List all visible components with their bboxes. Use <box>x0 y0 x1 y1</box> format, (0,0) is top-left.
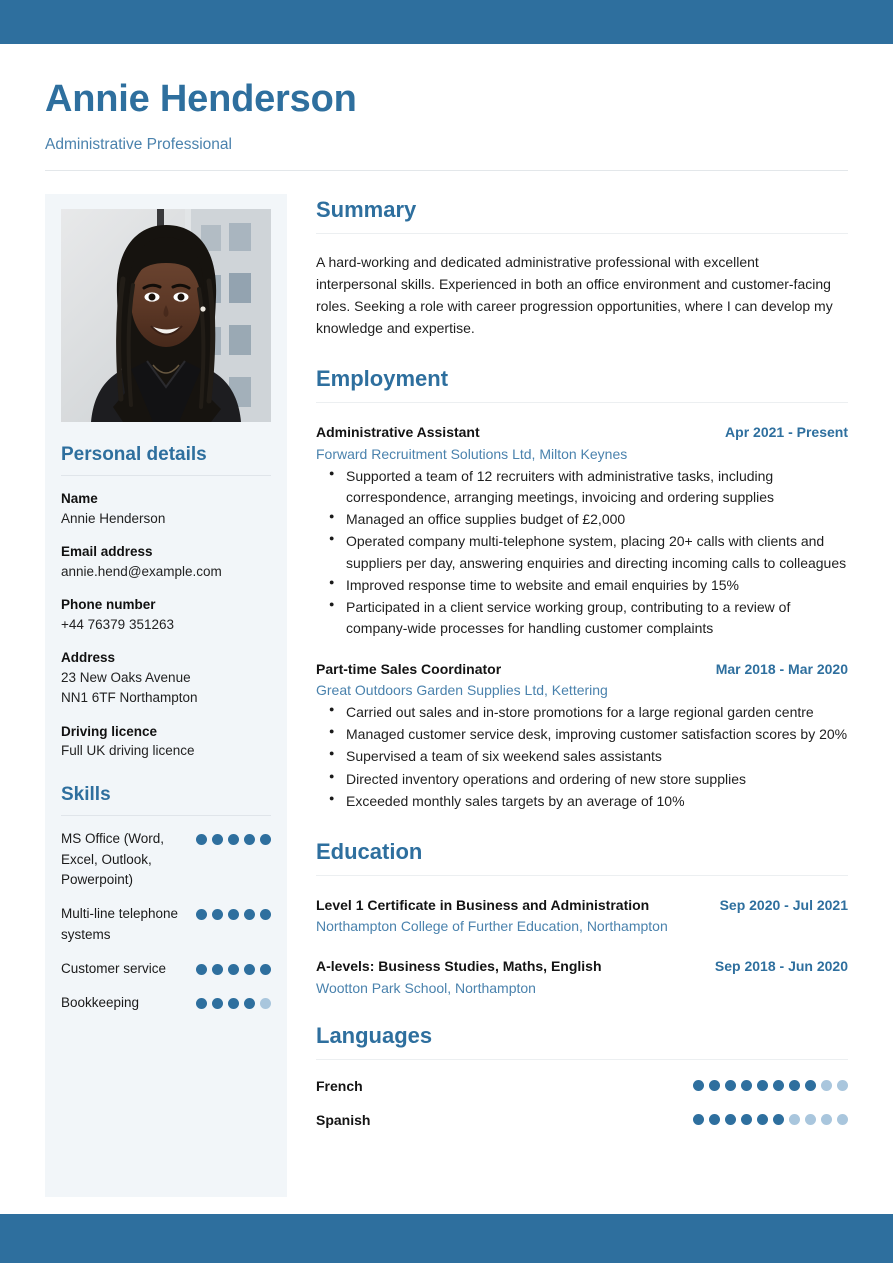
detail-address <box>61 648 271 709</box>
summary-text: A hard-working and dedicated administrative professional with excellent interpersonal skills. Experienced in both an office environment and customer-facing roles. Seeking a role with career progression opportunities, where I can develop my knowledge and expertise. <box>316 253 833 337</box>
rating-dot <box>789 1114 800 1125</box>
language-rating <box>693 1080 848 1091</box>
language-name: Spanish <box>316 1111 371 1128</box>
entry-header <box>316 422 848 442</box>
education-entries <box>316 895 848 999</box>
rating-dot <box>789 1080 800 1091</box>
languages-section <box>316 1023 848 1128</box>
rating-dot <box>244 834 255 845</box>
rating-dot <box>196 964 207 975</box>
detail-email <box>61 542 271 582</box>
bullet-item: ● Managed customer service desk, improving customer satisfaction scores by 20% <box>346 724 848 745</box>
rating-dot <box>260 909 271 920</box>
language-row <box>316 1112 848 1128</box>
skill-rating <box>196 959 271 975</box>
employment-heading: Employment <box>316 366 449 392</box>
entry-title: Administrative Assistant <box>316 424 480 441</box>
sidebar <box>45 194 287 1197</box>
education-divider <box>316 875 848 876</box>
skills-divider <box>61 815 271 816</box>
skill-row <box>61 959 271 980</box>
summary-divider <box>316 233 848 234</box>
bullet-item: ● Exceeded monthly sales targets by an average of 10% <box>346 791 848 812</box>
entry-header <box>316 895 848 915</box>
summary-section <box>316 197 848 339</box>
entry-bullets <box>316 702 848 812</box>
skill-rating <box>196 829 271 845</box>
detail-name <box>61 489 271 529</box>
rating-dot <box>821 1080 832 1091</box>
skill-name: Multi-line telephone systems <box>61 906 179 943</box>
detail-label: Driving licence <box>61 723 158 739</box>
employment-section <box>316 366 848 812</box>
bullet-item: ● Participated in a client service working group, contributing to a review of company-wide processes for handling customer complaints <box>346 597 848 640</box>
entry <box>316 422 848 639</box>
entry-title: A-levels: Business Studies, Maths, English <box>316 958 602 975</box>
rating-dot <box>260 964 271 975</box>
entry-title: Part-time Sales Coordinator <box>316 660 502 677</box>
skills-heading: Skills <box>61 783 111 805</box>
rating-dot <box>693 1080 704 1091</box>
skill-row <box>61 829 271 892</box>
rating-dot <box>773 1114 784 1125</box>
detail-label: Phone number <box>61 597 156 613</box>
languages-list <box>316 1078 848 1128</box>
entry <box>316 956 848 998</box>
rating-dot <box>228 834 239 845</box>
language-rating <box>693 1114 848 1125</box>
rating-dot <box>212 834 223 845</box>
bullet-item: ● Operated company multi-telephone system, placing 20+ calls with clients and suppliers per day, answering enquiries and directing incoming calls to colleagues <box>346 531 848 574</box>
rating-dot <box>709 1114 720 1125</box>
detail-label: Email address <box>61 544 153 560</box>
profile-photo-image <box>61 209 271 422</box>
entry-header <box>316 956 848 976</box>
language-name: French <box>316 1077 363 1094</box>
skill-name: Customer service <box>61 961 167 977</box>
rating-dot <box>821 1114 832 1125</box>
entry <box>316 895 848 937</box>
rating-dot <box>773 1080 784 1091</box>
detail-driving-licence <box>61 722 271 762</box>
skill-name: Bookkeeping <box>61 995 140 1011</box>
rating-dot <box>757 1114 768 1125</box>
rating-dot <box>244 909 255 920</box>
education-section <box>316 839 848 998</box>
cv-header <box>45 44 848 171</box>
rating-dot <box>805 1114 816 1125</box>
rating-dot <box>228 998 239 1009</box>
page-title: Annie Henderson <box>45 78 357 120</box>
personal-details-heading: Personal details <box>61 444 207 466</box>
rating-dot <box>693 1114 704 1125</box>
rating-dot <box>228 909 239 920</box>
skill-name: MS Office (Word, Excel, Outlook, Powerpoint) <box>61 830 165 888</box>
entry-header <box>316 659 848 679</box>
rating-dot <box>741 1114 752 1125</box>
entry-organisation: Wootton Park School, Northampton <box>316 979 536 996</box>
language-row <box>316 1078 848 1094</box>
rating-dot <box>837 1080 848 1091</box>
detail-label: Address <box>61 650 116 666</box>
entry-title: Level 1 Certificate in Business and Administration <box>316 897 650 914</box>
entry-organisation: Forward Recruitment Solutions Ltd, Milton Keynes <box>316 445 628 462</box>
top-brand-bar <box>0 0 893 44</box>
rating-dot <box>196 834 207 845</box>
rating-dot <box>709 1080 720 1091</box>
personal-details-divider <box>61 475 271 476</box>
detail-label: Name <box>61 490 98 506</box>
entry-bullets <box>316 466 848 640</box>
bullet-item: ● Supported a team of 12 recruiters with administrative tasks, including correspondence, arranging meetings, invoicing and ordering supplies <box>346 466 848 509</box>
header-divider <box>45 170 848 171</box>
bullet-item: ● Directed inventory operations and ordering of new store supplies <box>346 769 848 790</box>
detail-value: Annie Henderson <box>61 510 166 526</box>
employment-divider <box>316 402 848 403</box>
bullet-item: ● Improved response time to website and email enquiries by 15% <box>346 575 848 596</box>
cv-body <box>45 194 848 1197</box>
rating-dot <box>228 964 239 975</box>
bullet-item: ● Carried out sales and in-store promotions for a large regional garden centre <box>346 702 848 723</box>
rating-dot <box>212 964 223 975</box>
cv-page <box>0 44 893 1214</box>
rating-dot <box>725 1114 736 1125</box>
summary-heading: Summary <box>316 197 417 223</box>
rating-dot <box>741 1080 752 1091</box>
rating-dot <box>244 998 255 1009</box>
skill-rating <box>196 993 271 1009</box>
avatar <box>61 209 271 422</box>
entry-organisation: Great Outdoors Garden Supplies Ltd, Kettering <box>316 681 608 698</box>
entry <box>316 659 848 813</box>
bottom-brand-bar <box>0 1214 893 1263</box>
entry-date: Apr 2021 - Present <box>725 424 848 441</box>
rating-dot <box>260 834 271 845</box>
rating-dot <box>725 1080 736 1091</box>
skill-row <box>61 904 271 946</box>
skill-rating <box>196 904 271 920</box>
rating-dot <box>805 1080 816 1091</box>
main-column <box>287 194 848 1132</box>
rating-dot <box>196 909 207 920</box>
bullet-item: ● Supervised a team of six weekend sales assistants <box>346 746 848 767</box>
languages-heading: Languages <box>316 1022 433 1048</box>
detail-value: Full UK driving licence <box>61 743 195 759</box>
rating-dot <box>757 1080 768 1091</box>
rating-dot <box>837 1114 848 1125</box>
education-heading: Education <box>316 839 423 865</box>
languages-divider <box>316 1059 848 1060</box>
rating-dot <box>244 964 255 975</box>
entry-date: Sep 2020 - Jul 2021 <box>719 897 848 914</box>
skills-list <box>61 829 271 1014</box>
detail-phone <box>61 595 271 635</box>
entry-date: Mar 2018 - Mar 2020 <box>715 660 848 677</box>
rating-dot <box>260 998 271 1009</box>
job-title-subtitle: Administrative Professional <box>45 135 232 153</box>
entry-date: Sep 2018 - Jun 2020 <box>714 958 848 975</box>
rating-dot <box>212 909 223 920</box>
employment-entries <box>316 422 848 812</box>
rating-dot <box>212 998 223 1009</box>
detail-value: annie.hend@example.com <box>61 563 222 579</box>
detail-value-line2: NN1 6TF Northampton <box>61 690 198 706</box>
entry-organisation: Northampton College of Further Education, Northampton <box>316 918 668 935</box>
skill-row <box>61 993 271 1014</box>
bullet-item: ● Managed an office supplies budget of £2,000 <box>346 509 848 530</box>
detail-value-line1: 23 New Oaks Avenue <box>61 669 191 685</box>
rating-dot <box>196 998 207 1009</box>
detail-value: +44 76379 351263 <box>61 616 174 632</box>
